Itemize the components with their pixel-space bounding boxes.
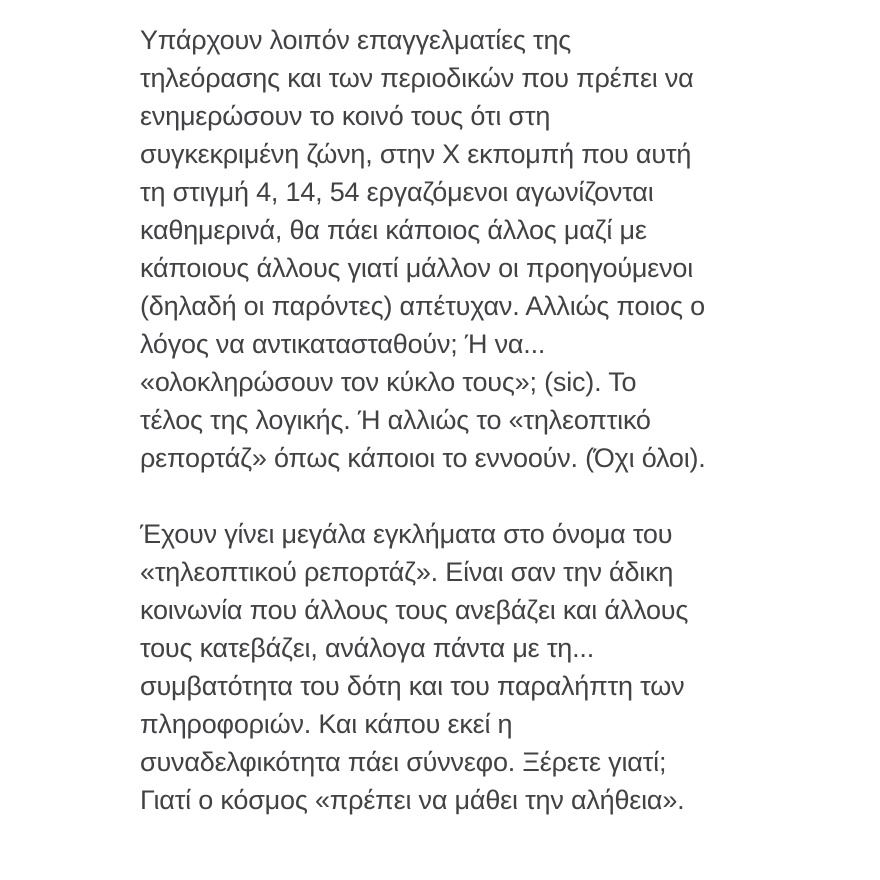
text-line: πληροφοριών. Και κάπου εκεί η <box>140 709 513 739</box>
text-line: συμβατότητα του δότη και του παραλήπτη των <box>140 671 685 701</box>
text-line: τη στιγμή 4, 14, 54 εργαζόμενοι αγωνίζονται <box>140 177 654 207</box>
text-line: τους κατεβάζει, ανάλογα πάντα με τη... <box>140 633 595 663</box>
paragraph <box>140 515 780 819</box>
text-line: καθημερινά, θα πάει κάποιος άλλος μαζί με <box>140 215 647 245</box>
text-line: «ολοκληρώσουν τον κύκλο τους»; (sic). Το <box>140 367 637 397</box>
text-line: ρεπορτάζ» όπως κάποιοι το εννοούν. (Όχι όλοι). <box>140 443 706 473</box>
text-line: συναδελφικότητα πάει σύννεφο. Ξέρετε γιατί; <box>140 747 667 777</box>
text-line: λόγος να αντικατασταθούν; Ή να... <box>140 329 546 359</box>
text-line: τέλος της λογικής. Ή αλλιώς το «τηλεοπτικό <box>140 405 651 435</box>
paragraph <box>140 21 780 477</box>
text-line: κάποιους άλλους γιατί μάλλον οι προηγούμενοι <box>140 253 694 283</box>
text-line: Έχουν γίνει μεγάλα εγκλήματα στο όνομα του <box>140 519 673 549</box>
text-line: Γιατί ο κόσμος «πρέπει να μάθει την αλήθεια». <box>140 785 685 815</box>
article-body <box>140 21 780 819</box>
text-line: συγκεκριμένη ζώνη, στην Χ εκπομπή που αυτή <box>140 139 692 169</box>
text-line: ενημερώσουν το κοινό τους ότι στη <box>140 101 551 131</box>
text-line: «τηλεοπτικού ρεπορτάζ». Είναι σαν την άδικη <box>140 557 674 587</box>
text-line: (δηλαδή οι παρόντες) απέτυχαν. Αλλιώς ποιος ο <box>140 291 705 321</box>
text-line: κοινωνία που άλλους τους ανεβάζει και άλλους <box>140 595 689 625</box>
text-line: τηλεόρασης και των περιοδικών που πρέπει να <box>140 63 694 93</box>
text-line: Υπάρχουν λοιπόν επαγγελματίες της <box>140 25 572 55</box>
